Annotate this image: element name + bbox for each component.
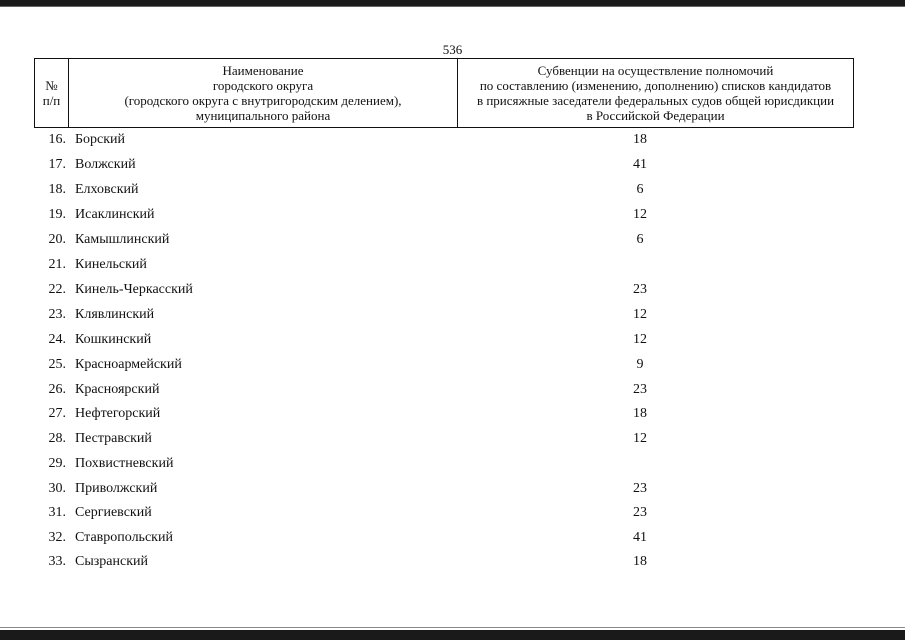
row-value: 18 (633, 132, 647, 147)
scan-edge-bottom-line (0, 627, 905, 628)
row-value: 41 (633, 157, 647, 172)
row-name: Борский (75, 132, 126, 147)
row-name: Камышлинский (75, 232, 170, 247)
row-value: 9 (636, 357, 644, 372)
header-subvention-column (458, 59, 853, 127)
row-number: 16. (48, 132, 66, 147)
row-value: 18 (633, 406, 647, 421)
scan-edge-top-line (0, 6, 905, 7)
header-name-line: Наименование (222, 63, 304, 78)
row-number: 18. (48, 182, 66, 197)
table-row (0, 528, 905, 548)
table-row (0, 230, 905, 250)
header-number-line: № (45, 78, 58, 93)
row-number: 27. (48, 406, 66, 421)
scan-edge-bottom (0, 630, 905, 640)
row-name: Исаклинский (75, 207, 155, 222)
row-value: 23 (633, 382, 647, 397)
table-row (0, 255, 905, 275)
row-name: Красноармейский (75, 357, 182, 372)
row-number: 33. (48, 554, 66, 569)
header-name-line: городского округа (212, 78, 314, 93)
row-number: 19. (48, 207, 66, 222)
row-value: 6 (636, 182, 644, 197)
row-name: Кошкинский (75, 332, 152, 347)
table-row (0, 330, 905, 350)
row-number: 21. (48, 257, 66, 272)
table-row (0, 355, 905, 375)
header-number-column (35, 59, 69, 127)
row-value: 6 (636, 232, 644, 247)
header-subvention-line: Субвенции на осуществление полномочий (537, 63, 774, 78)
table-row (0, 503, 905, 523)
row-name: Ставропольский (75, 530, 173, 545)
row-number: 24. (48, 332, 66, 347)
row-number: 32. (48, 530, 66, 545)
row-number: 17. (48, 157, 66, 172)
row-name: Кинель-Черкасский (75, 282, 193, 297)
row-name: Красноярский (75, 382, 160, 397)
table-row (0, 180, 905, 200)
row-name: Приволжский (75, 481, 158, 496)
row-name: Нефтегорский (75, 406, 161, 421)
row-name: Сергиевский (75, 505, 152, 520)
row-value: 12 (633, 431, 647, 446)
table-row (0, 205, 905, 225)
row-value: 23 (633, 505, 647, 520)
table-row (0, 280, 905, 300)
table-row (0, 380, 905, 400)
row-number: 31. (48, 505, 66, 520)
row-value: 12 (633, 307, 647, 322)
header-name-line: муниципального района (195, 108, 331, 123)
table-row (0, 404, 905, 424)
row-name: Елховский (75, 182, 139, 197)
row-name: Похвистневский (75, 456, 174, 471)
row-number: 25. (48, 357, 66, 372)
table-row (0, 429, 905, 449)
row-value: 12 (633, 207, 647, 222)
row-value: 23 (633, 282, 647, 297)
page-number: 536 (442, 42, 463, 57)
row-number: 26. (48, 382, 66, 397)
row-name: Сызранский (75, 554, 148, 569)
header-number-line: п/п (42, 93, 61, 108)
header-subvention-line: в присяжные заседатели федеральных судов общей юрисдикции (476, 93, 835, 108)
row-name: Пестравский (75, 431, 152, 446)
row-number: 29. (48, 456, 66, 471)
table-row (0, 305, 905, 325)
table-row (0, 552, 905, 572)
table-row (0, 130, 905, 150)
row-name: Кинельский (75, 257, 147, 272)
row-value: 41 (633, 530, 647, 545)
row-value: 12 (633, 332, 647, 347)
header-name-column (69, 59, 458, 127)
header-subvention-line: по составлению (изменению, дополнению) списков кандидатов (479, 78, 832, 93)
row-name: Клявлинский (75, 307, 155, 322)
row-number: 20. (48, 232, 66, 247)
table-header (34, 58, 854, 128)
row-number: 30. (48, 481, 66, 496)
header-name-line: (городского округа с внутригородским делением), (124, 93, 402, 108)
table-row (0, 454, 905, 474)
header-subvention-line: в Российской Федерации (586, 108, 725, 123)
row-value: 23 (633, 481, 647, 496)
row-name: Волжский (75, 157, 136, 172)
table-row (0, 155, 905, 175)
table-row (0, 479, 905, 499)
row-value: 18 (633, 554, 647, 569)
row-number: 23. (48, 307, 66, 322)
row-number: 28. (48, 431, 66, 446)
row-number: 22. (48, 282, 66, 297)
